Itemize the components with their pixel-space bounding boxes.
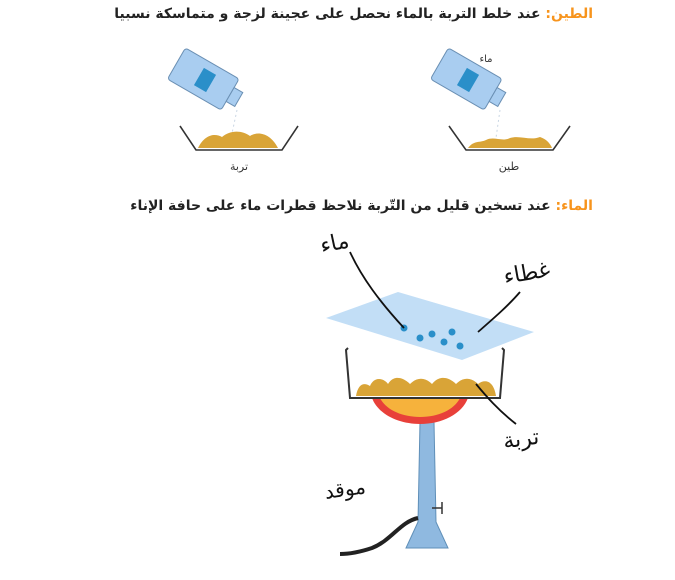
clay-keyword: الطين: xyxy=(545,6,593,22)
cover-label: غطاء xyxy=(501,257,552,290)
soil-label-small: تربة xyxy=(229,160,249,173)
water-bottle-right xyxy=(430,48,510,115)
clay-layer xyxy=(468,137,552,148)
soil-pile-left xyxy=(198,132,278,148)
water-sentence: عند تسخين قليل من التّربة نلاحظ قطرات ماء على حافة الإناء xyxy=(130,198,556,214)
clay-figure xyxy=(430,48,570,173)
heating-diagram xyxy=(318,228,552,554)
gas-hose xyxy=(340,518,418,554)
soil-pointer xyxy=(476,384,516,424)
water-bottle-left xyxy=(167,48,247,115)
water-keyword: الماء: xyxy=(555,198,593,214)
soil-figure xyxy=(167,48,298,173)
water-label-small: ماء xyxy=(479,54,493,65)
clay-sentence: عند خلط التربة بالماء نحصل على عجينة لزجة و متماسكة نسبيا xyxy=(114,6,546,22)
water-label: ماء xyxy=(317,228,352,259)
heated-soil xyxy=(356,378,496,396)
stove-label: موقد xyxy=(323,474,368,504)
soil-label: تربة xyxy=(501,424,541,455)
clay-label-small: طين xyxy=(498,160,520,173)
stove-stand xyxy=(406,422,448,548)
